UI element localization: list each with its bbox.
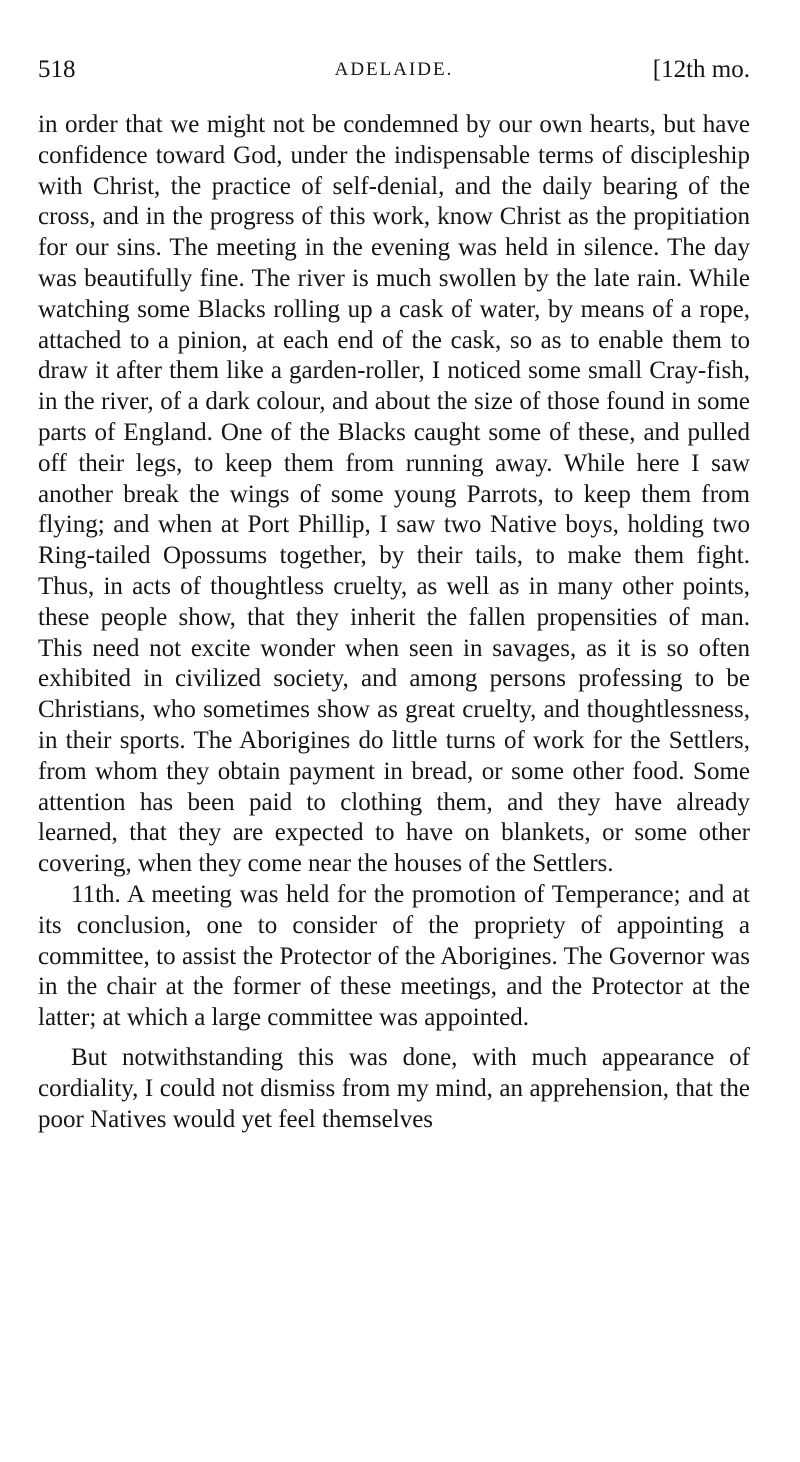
page-number: 518 bbox=[38, 56, 76, 83]
paragraph-continuation: in order that we might not be condemned by our own hearts, but have confidence toward God, under the indispensable terms of discipleship with Christ, the practice of self-denial, and the daily bearing of the cross, and in the progress of this work, know Christ as the propitiation for our sins. The meeting in the evening was held in silence. The day was beautifully fine. The river is much swollen by the late rain. While watching some Blacks rolling up a cask of water, by means of a rope, attached to a pinion, at each end of the cask, so as to enable them to draw it after them like a garden-roller, I noticed some small Cray-fish, in the river, of a dark colour, and about the size of those found in some parts of England. One of the Blacks caught some of these, and pulled off their legs, to keep them from running away. While here I saw another break the wings of some young Parrots, to keep them from flying; and when at Port Phillip, I saw two Native boys, holding two Ring-tailed Opossums together, by their tails, to make them fight. Thus, in acts of thoughtless cruelty, as well as in many other points, these people show, that they inherit the fallen propensities of man. This need not excite wonder when seen in savages, as it is so often exhibited in civilized society, and among persons professing to be Christians, who sometimes show as great cruelty, and thoughtlessness, in their sports. The Aborigines do little turns of work for the Settlers, from whom they obtain payment in bread, or some other food. Some attention has been paid to clothing them, and they have already learned, that they are expected to have on blankets, or some other covering, when they come near the houses of the Settlers. bbox=[38, 111, 750, 878]
book-page bbox=[38, 50, 750, 1135]
running-head bbox=[38, 50, 750, 90]
paragraph-notwithstanding: But notwithstanding this was done, with much appearance of cordiality, I could not dismiss from my mind, an apprehension, that the poor Natives would yet feel themselves bbox=[38, 1043, 750, 1133]
body-text bbox=[38, 110, 750, 1135]
date-marker: [12th mo. bbox=[652, 56, 750, 83]
paragraph-11th: 11th. A meeting was held for the promotion of Temperance; and at its conclusion, one to consider of the propriety of appointing a committee, to assist the Protector of the Aborigines. The Governor was in the chair at the former of these meetings, and the Protector at the latter; at which a large committee was appointed. bbox=[38, 880, 750, 1032]
running-title: ADELAIDE. bbox=[334, 59, 454, 80]
